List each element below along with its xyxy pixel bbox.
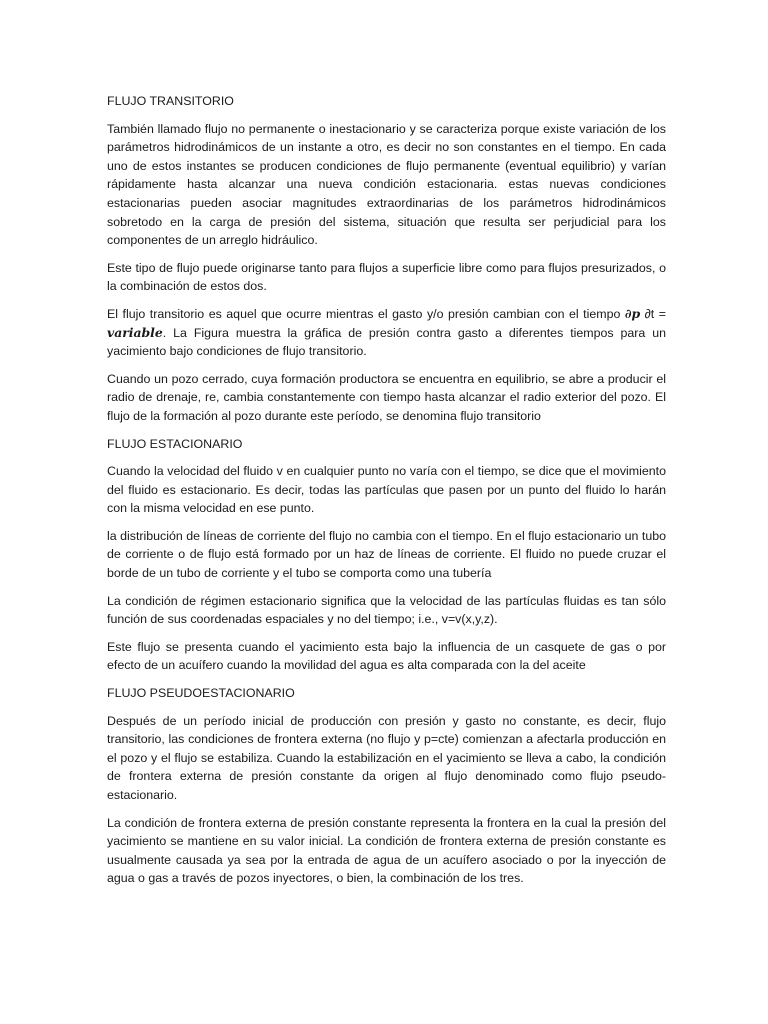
section-heading-flujo-pseudoestacionario: FLUJO PSEUDOESTACIONARIO [107,686,295,701]
paragraph: Después de un período inicial de producción con presión y gasto no constante, es decir, flujo transitorio, las condiciones de frontera externa (no flujo y p=cte) comienzan a afectarla producción en el pozo y el flujo se estabiliza. Cuando la estabilización en el yacimiento se lleva a cabo, la condición de frontera externa de presión constante da origen al flujo denominado como flujo pseudo-estacionario. [107,713,666,802]
paragraph: Cuando la velocidad del fluido v en cualquier punto no varía con el tiempo, se dice que el movimiento del fluido es estacionario. Es decir, todas las partículas que pasen por un punto del fluido lo harán con la misma velocidad en ese punto. [107,464,666,516]
variable-term: variable [107,324,163,340]
paragraph: La condición de régimen estacionario significa que la velocidad de las partículas fluidas es tan sólo función de sus coordenadas espaciales y no del tiempo; i.e., v=v(x,y,z). [107,593,666,627]
paragraph: la distribución de líneas de corriente del flujo no cambia con el tiempo. En el flujo estacionario un tubo de corriente o de flujo está formado por un haz de líneas de corriente. El fluido no puede cruzar el borde de un tubo de corriente y el tubo se comporta como una tubería [107,528,666,581]
document-body [107,92,666,888]
paragraph: Este tipo de flujo puede originarse tanto para flujos a superficie libre como para flujos presurizados, o la combinación de estos dos. [107,260,666,294]
paragraph: También llamado flujo no permanente o inestacionario y se caracteriza porque existe variación de los parámetros hidrodinámicos de un instante a otro, es decir no son constantes en el tiempo. En cada uno de estos instantes se producen condiciones de flujo permanente (eventual equilibrio) y varían rápidamente hasta alcanzar una nueva condición estacionaria. estas nuevas condiciones estacionarias pueden asociar magnitudes extraordinarias de los parámetros hidrodinámicos sobretodo en la carga de presión del sistema, situación que resulta ser perjudicial para los componentes de un arreglo hidráulico. [107,121,666,248]
equation-text-after: . La Figura muestra la gráfica de presión contra gasto a diferentes tiempos para un yacimiento bajo condiciones de flujo transitorio. [107,325,666,359]
equation-paragraph [107,305,666,361]
paragraph: Este flujo se presenta cuando el yacimiento esta bajo la influencia de un casquete de gas o por efecto de un acuífero cuando la movilidad del agua es alta comparada con la del aceite [107,639,666,673]
partial-derivative-symbol: ∂p [624,305,641,321]
paragraph: Cuando un pozo cerrado, cuya formación productora se encuentra en equilibrio, se abre a producir el radio de drenaje, re, cambia constantemente con tiempo hasta alcanzar el radio exterior del pozo. El flujo de la formación al pozo durante este período, se denomina flujo transitorio [107,371,666,423]
equation-text-before: El flujo transitorio es aquel que ocurre mientras el gasto y/o presión cambian con el tiempo [107,306,625,321]
equation-text-mid: ∂t = [640,306,667,321]
section-heading-flujo-estacionario: FLUJO ESTACIONARIO [107,436,243,451]
paragraph: La condición de frontera externa de presión constante representa la frontera en la cual la presión del yacimiento se mantiene en su valor inicial. La condición de frontera externa de presión constante es usualmente causada ya sea por la entrada de agua de un acuífero asociado o por la inyección de agua o gas a través de pozos inyectores, o bien, la combinación de los tres. [107,815,666,886]
section-heading-flujo-transitorio: FLUJO TRANSITORIO [107,94,234,108]
